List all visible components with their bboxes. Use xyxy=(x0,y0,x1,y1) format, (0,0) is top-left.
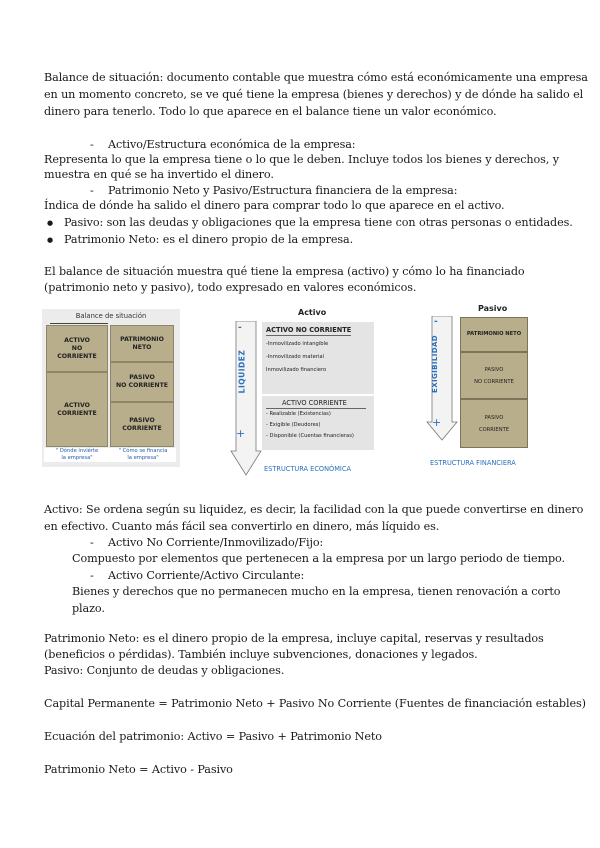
anc-panel xyxy=(262,322,374,394)
activo-heading: - Activo/Estructura económica de la empresa: xyxy=(108,138,355,152)
activo-desc-2: muestra en qué se ha invertido el dinero. xyxy=(44,168,274,181)
pasivo-pnc-l1: PASIVO xyxy=(484,366,504,373)
pasivo-pnc-l2: NO CORRIENTE xyxy=(474,378,514,385)
pasivo-pnc-box xyxy=(460,352,528,399)
ac-title: ACTIVO CORRIENTE xyxy=(282,399,347,407)
pnc-l1: PASIVO xyxy=(129,374,155,381)
liquidez-plus: + xyxy=(236,427,246,440)
orden-line-2: en efectivo. Cuanto más fácil sea convertirlo en dinero, más líquido es. xyxy=(44,520,440,533)
cap-right-2: la empresa" xyxy=(127,455,159,461)
activo-diagram-title: Activo xyxy=(298,308,327,317)
caption-right xyxy=(110,448,176,462)
activo-c-box xyxy=(46,372,108,447)
anc-l2: NO xyxy=(71,344,83,352)
activo-nc-box xyxy=(46,325,108,372)
caption-left xyxy=(44,448,110,462)
exigibilidad-label: EXIGIBILIDAD xyxy=(430,335,439,393)
ac-heading: - Activo Corriente/Activo Circulante: xyxy=(108,569,304,583)
pnc-box xyxy=(110,362,174,402)
ac-l2: CORRIENTE xyxy=(57,409,97,417)
liquidez-arrow-icon xyxy=(230,321,262,477)
ac-item-3: - Disponible (Cuentas financieras) xyxy=(266,433,354,439)
exigibilidad-minus: - xyxy=(434,317,438,327)
balance-diagram xyxy=(42,309,180,467)
anc-title: ACTIVO NO CORRIENTE xyxy=(266,326,352,334)
pasivo-diagram xyxy=(422,302,542,474)
cap-right-1: " Cómo se financia xyxy=(118,448,168,454)
ac-item-2: - Exigible (Deudores) xyxy=(266,422,321,428)
ac-desc-1: Bienes y derechos que no permanecen mucho en la empresa, tienen renovación a corto xyxy=(72,585,561,598)
pasivo-pc-l2: CORRIENTE xyxy=(478,426,510,433)
patrimonio-neto-formula: Patrimonio Neto = Activo - Pasivo xyxy=(44,763,233,776)
cap-left-2: la empresa" xyxy=(61,455,93,461)
ac-l1: ACTIVO xyxy=(64,401,90,409)
bullet-pn: ● Patrimonio Neto: es el dinero propio de la empresa. xyxy=(64,233,353,247)
anc-l3: CORRIENTE xyxy=(57,352,97,360)
intro-line-3: dinero para tenerlo. Todo lo que aparece en el balance tiene un valor económico. xyxy=(44,105,497,118)
cap-left-1: " Dónde inviérte xyxy=(55,448,99,454)
pasivo-pn-label: PATRIMONIO NETO xyxy=(466,331,522,337)
liquidez-minus: - xyxy=(238,323,242,333)
bullet-pasivo: ● Pasivo: son las deudas y obligaciones que la empresa tiene con otras personas o entidades. xyxy=(64,216,573,230)
activo-diagram xyxy=(228,305,374,477)
activo-desc-1: Representa lo que la empresa tiene o lo que le deben. Incluye todos los bienes y derechos, y xyxy=(44,153,559,166)
pc-box xyxy=(110,402,174,447)
balance-title: Balance de situación xyxy=(75,312,147,320)
pc-l2: CORRIENTE xyxy=(122,424,162,432)
anc-item-2: -Inmovilizado material xyxy=(266,354,324,360)
pn-heading: - Patrimonio Neto y Pasivo/Estructura financiera de la empresa: xyxy=(108,184,457,198)
intro-line-2: en un momento concreto, se ve qué tiene la empresa (bienes y derechos) y de dónde ha salido el xyxy=(44,88,584,101)
pnc-l2: NO CORRIENTE xyxy=(115,382,169,389)
pn-desc: Índica de dónde ha salido el dinero para comprar todo lo que aparece en el activo. xyxy=(44,199,505,212)
pasivo-pn-box xyxy=(460,317,528,352)
estructura-economica-caption: ESTRUCTURA ECONÓMICA xyxy=(264,465,351,473)
orden-line-1: Activo: Se ordena según su liquidez, es decir, la facilidad con la que puede convertirse en dinero xyxy=(44,503,584,516)
exigibilidad-plus: + xyxy=(432,416,442,429)
capital-permanente: Capital Permanente = Patrimonio Neto + Pasivo No Corriente (Fuentes de financiación estables) xyxy=(44,697,586,710)
pasivo-def: Pasivo: Conjunto de deudas y obligaciones. xyxy=(44,664,285,677)
pn-l1: PATRIMONIO xyxy=(120,335,164,343)
anc-item-1: -Inmovilizado intangible xyxy=(266,341,329,347)
ac-panel xyxy=(262,395,374,450)
intro-line-1: Balance de situación: documento contable que muestra cómo está económicamente una empresa xyxy=(44,71,588,84)
liquidez-label: LIQUIDEZ xyxy=(237,349,247,394)
ac-desc-2: plazo. xyxy=(72,602,105,615)
anc-desc: Compuesto por elementos que pertenecen a la empresa por un largo periodo de tiempo. xyxy=(72,552,565,565)
pasivo-pc-box xyxy=(460,399,528,448)
pn-box xyxy=(110,325,174,362)
pasivo-pc-l1: PASIVO xyxy=(484,414,504,421)
anc-l1: ACTIVO xyxy=(64,336,90,344)
estructura-financiera-caption: ESTRUCTURA FINANCIERA xyxy=(430,459,516,467)
pc-l1: PASIVO xyxy=(129,416,155,424)
pn-l2: NETO xyxy=(132,343,152,351)
pn-def-1: Patrimonio Neto: es el dinero propio de la empresa, incluye capital, reservas y resultados xyxy=(44,632,544,645)
summary-line-2: (patrimonio neto y pasivo), todo expresado en valores económicos. xyxy=(44,281,417,294)
summary-line-1: El balance de situación muestra qué tiene la empresa (activo) y cómo lo ha financiado xyxy=(44,265,525,278)
ecuacion-patrimonio: Ecuación del patrimonio: Activo = Pasivo + Patrimonio Neto xyxy=(44,730,382,743)
ac-item-1: - Realizable (Existencias) xyxy=(266,411,331,417)
pasivo-diagram-title: Pasivo xyxy=(478,304,508,313)
anc-item-3: Inmovilizado financiero xyxy=(266,367,327,373)
anc-heading: - Activo No Corriente/Inmovilizado/Fijo: xyxy=(108,536,323,550)
pn-def-2: (beneficios o pérdidas). También incluye subvenciones, donaciones y legados. xyxy=(44,648,478,661)
